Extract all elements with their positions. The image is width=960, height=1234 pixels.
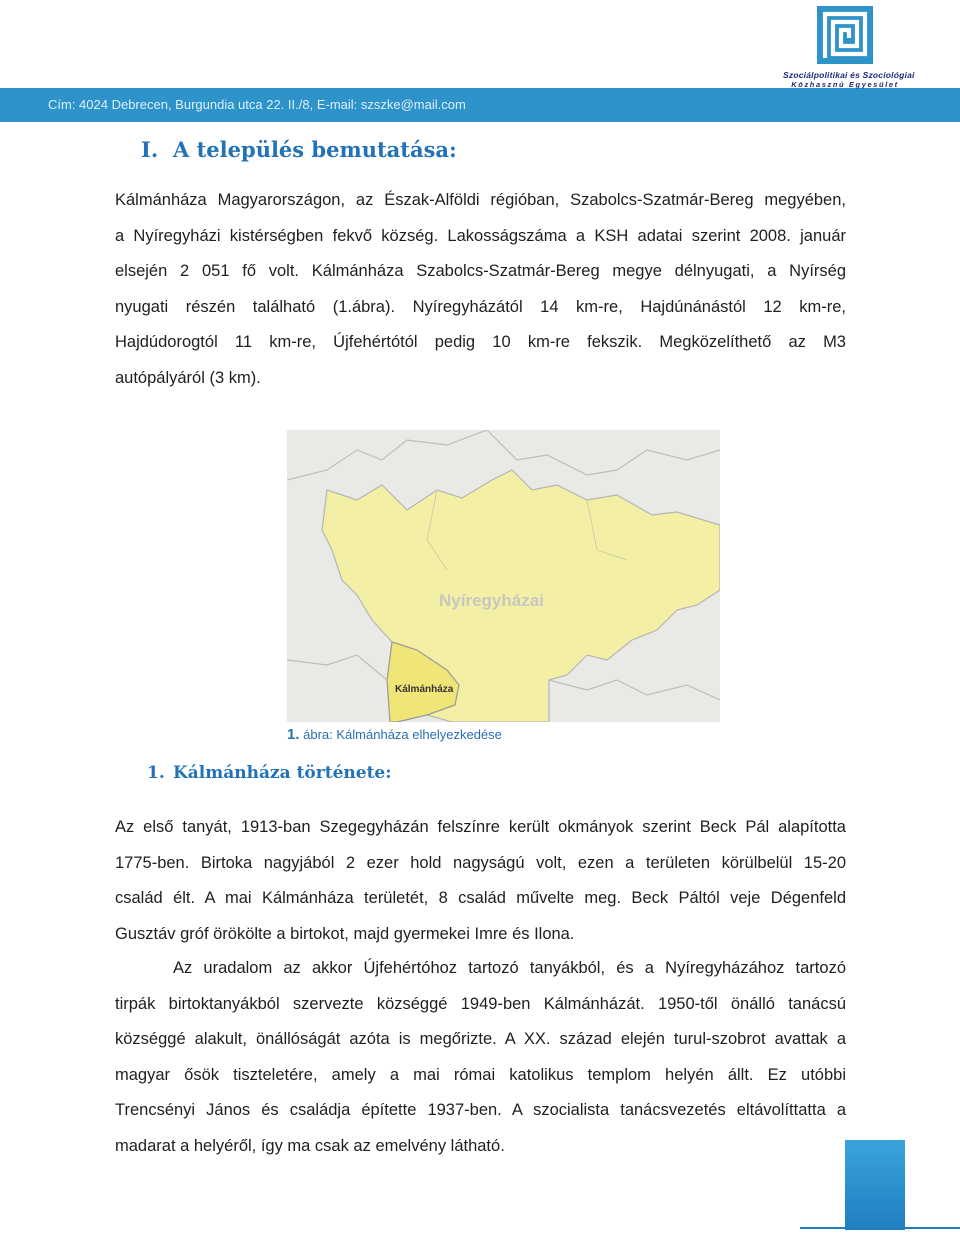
paragraph-line: Gusztáv gróf örökölte a birtokot, majd gyermekei Imre és Ilona. [115,924,575,943]
paragraph-line: Hajdúdorogtól 11 km-re, Újfehértótól pedig 10 km-re fekszik. Megközelíthető az M3 [115,333,846,351]
corner-decoration-line [800,1227,960,1229]
paragraph-line: Kálmánháza Magyarországon, az Észak-Alföldi régióban, Szabolcs-Szatmár-Bereg megyében, [115,191,846,209]
paragraph-line: Az első tanyát, 1913-ban Szegegyházán felszínre került okmányok szerint Beck Pál alapította [115,818,846,836]
section-number: 1. [147,763,165,783]
section-heading-1 [141,137,457,162]
logo-text-line2: Közhasznú Egyesület [791,80,899,89]
paragraph-line: nyugati részén található (1.ábra). Nyíregyházától 14 km-re, Hajdúnánástól 12 km-re, [115,297,846,316]
paragraph-line: madarat a helyéről, így ma csak az emelvény látható. [115,1136,505,1155]
paragraph-line: tirpák birtoktanyákból szervezte községgé 1949-ben Kálmánházát. 1950-től önálló tanácsú [115,994,846,1013]
paragraph-line: a Nyíregyházi kistérségben fekvő község. Lakosságszáma a KSH adatai szerint 2008. január [115,226,846,245]
figure-caption [287,726,502,743]
caption-number: 1. [287,726,300,743]
location-map [287,430,720,722]
paragraph-line: 1775-ben. Birtoka nagyjából 2 ezer hold nagyságú volt, ezen a területen körülbelül 15-20 [115,853,846,872]
map-label-kalmanhaza: Kálmánháza [395,684,454,695]
section-number: I. [141,137,159,162]
section-title: A település bemutatása: [173,137,457,162]
paragraph-line: Az uradalom az akkor Újfehértóhoz tartozó tanyákból, és a Nyíregyházához tartozó [173,959,846,977]
paragraph-line: autópályáról (3 km). [115,368,261,387]
section-heading-2 [147,763,392,783]
intro-paragraph [115,183,846,396]
corner-decoration-bar [845,1140,905,1230]
section-title: Kálmánháza története: [173,763,392,783]
caption-text: ábra: Kálmánháza elhelyezkedése [303,727,502,742]
map-label-nyiregyhazai: Nyíregyházai [439,591,544,610]
paragraph-line: család élt. A mai Kálmánháza területét, 8 család művelte meg. Beck Páltól veje Dégenfeld [115,889,846,907]
paragraph-line: Trencsényi János és családja építette 1937-ben. A szocialista tanácsvezetés eltávolíttatta a [115,1101,846,1119]
map-drawing [287,430,720,722]
paragraph-line: magyar ősök tiszteletére, amely a mai római katolikus templom helyén állt. Ez utóbbi [115,1065,846,1084]
paragraph-line: elsején 2 051 fő volt. Kálmánháza Szabolcs-Szatmár-Bereg megye délnyugati, a Nyírség [115,262,846,280]
logo-text-line1: Szociálpolitikai és Szociológiai [783,70,915,80]
organization-logo [783,4,915,90]
history-paragraph-2 [115,951,846,1164]
history-paragraph-1 [115,810,846,952]
header-address: Cím: 4024 Debrecen, Burgundia utca 22. II./8, E-mail: szszke@mail.com [48,97,466,112]
paragraph-line: községgé alakult, önállóságát azóta is megőrizte. A XX. század elején turul-szobrot avattak a [115,1030,846,1048]
spiral-square-logo-icon [815,4,875,68]
